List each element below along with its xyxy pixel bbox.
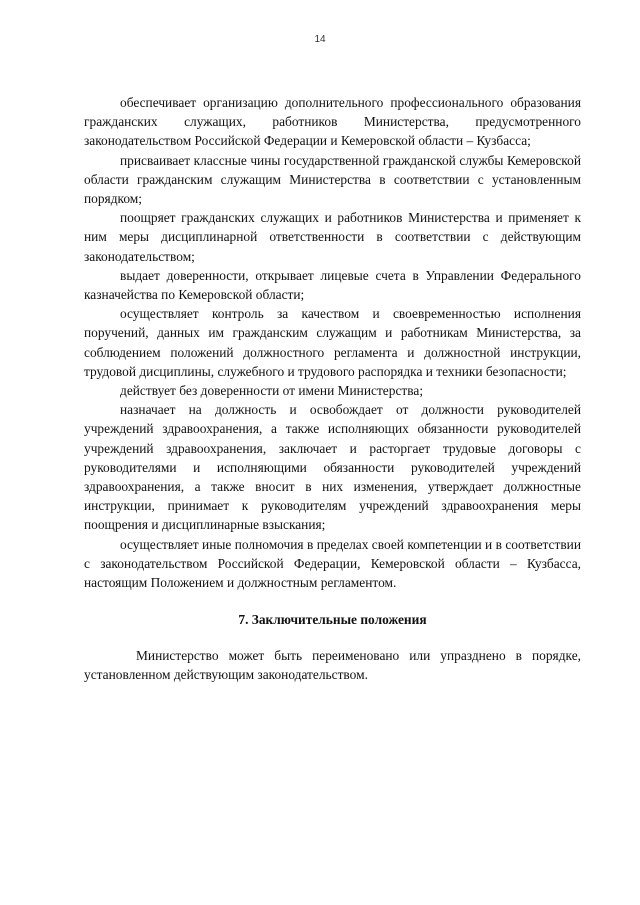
list-item: действует без доверенности от имени Министерства; xyxy=(120,383,424,399)
list-item: выдает доверенности, открывает лицевые счета в Управлении Федерального казначейства по Кемеровской области; xyxy=(84,267,581,303)
list-item: поощряет гражданских служащих и работников Министерства и применяет к ним меры дисциплинарной ответственности в соответствии с действующим законодательством; xyxy=(84,210,581,264)
list-item: осуществляет иные полномочия в пределах своей компетенции и в соответствии с законодательством Российской Федерации, Кемеровской области – Кузбасса, настоящим Положением и должностным регламентом. xyxy=(84,536,581,591)
list-item: назначает на должность и освобождает от должности руководителей учреждений здравоохранения, а также исполняющих обязанности руководителей учреждений здравоохранения, заключает и расторгает трудовые договоры с руководителями и исполняющими обязанности руководителей учреждений здравоохранения, а также вносит в них изменения, утверждает должностные инструкции, принимает к руководителям учреждений здравоохранения меры поощрения и дисциплинарные взыскания; xyxy=(84,402,581,533)
page-number: 14 xyxy=(314,34,326,45)
section-heading: 7. Заключительные положения xyxy=(238,612,427,627)
list-item: присваивает классные чины государственной гражданской службы Кемеровской области гражданским служащим Министерства в соответствии с установленным порядком; xyxy=(84,152,581,207)
final-paragraph: Министерство может быть переименовано или упразднено в порядке, установленном действующим законодательством. xyxy=(84,648,581,683)
powers-list xyxy=(84,93,581,592)
list-item: осуществляет контроль за качеством и своевременностью исполнения поручений, данных им гражданским служащим и работникам Министерства, за соблюдением положений должностного регламента и должностной инструкции, трудовой дисциплины, служебного и трудового распорядка и техники безопасности; xyxy=(84,306,581,379)
list-item: обеспечивает организацию дополнительного профессионального образования гражданских служащих, работников Министерства, предусмотренного законодательством Российской Федерации и Кемеровской области – Кузбасса; xyxy=(84,95,581,149)
final-provisions xyxy=(84,646,581,684)
